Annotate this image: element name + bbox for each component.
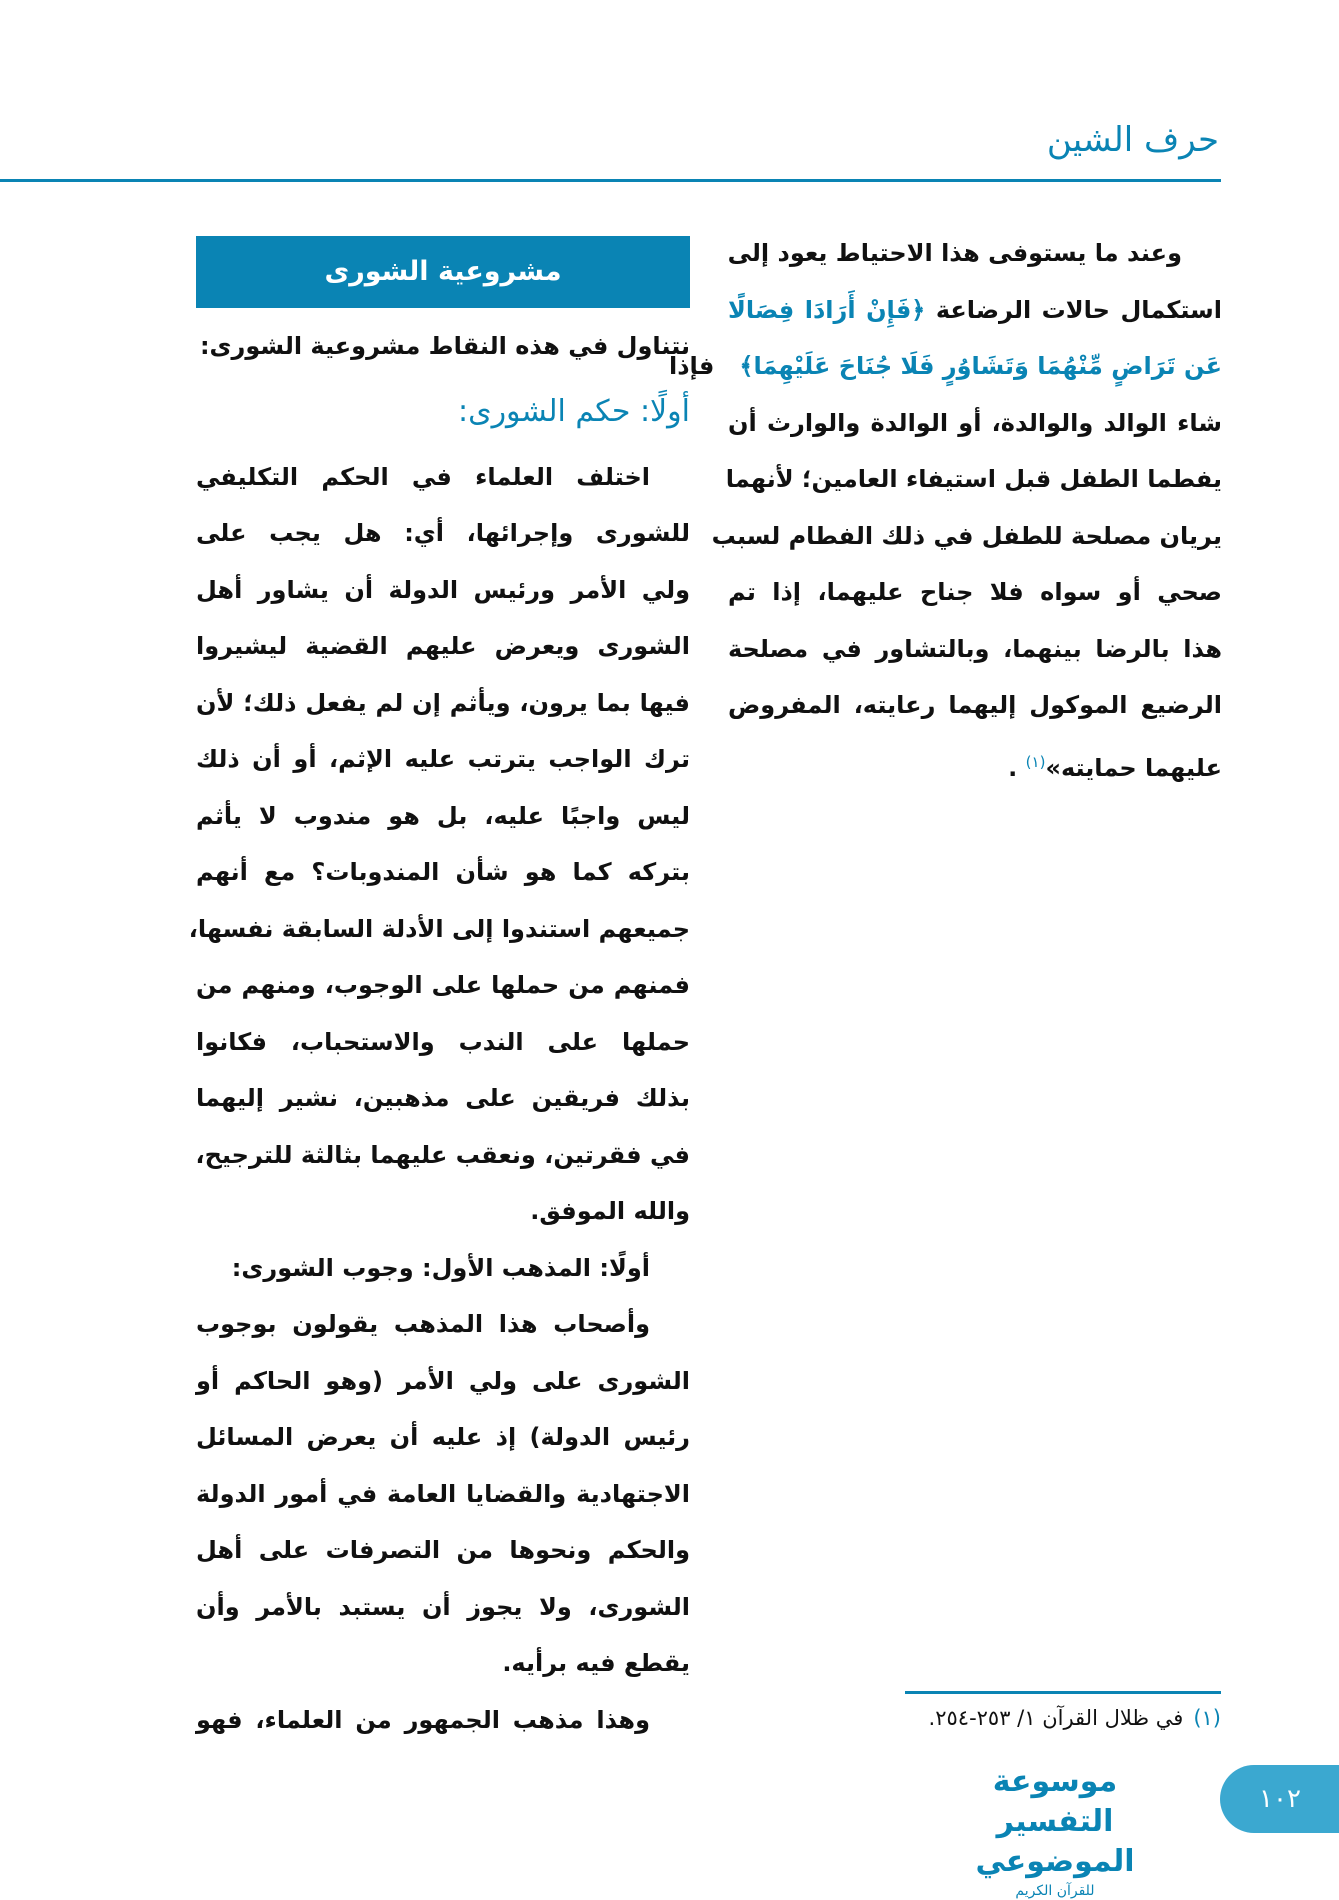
period: . <box>1008 753 1018 782</box>
right-column <box>669 225 1222 790</box>
text-line: جميعهم استندوا إلى الأدلة السابقة نفسها، <box>188 914 690 943</box>
text-line: يريان مصلحة للطفل في ذلك الفطام لسبب <box>711 521 1222 550</box>
chapter-title: حرف الشين <box>1046 120 1219 160</box>
footnote-ref[interactable]: (١) <box>1025 752 1046 771</box>
text-line: صحي أو سواه فلا جناح عليهما، إذا تم <box>728 578 1222 606</box>
paragraph-1 <box>188 449 690 1240</box>
text-line: الشورى على ولي الأمر (وهو الحاكم أو <box>196 1366 690 1395</box>
text-line <box>669 338 1222 395</box>
text-line: فيها بما يرون، ويأثم إن لم يفعل ذلك؛ لأن <box>196 688 690 717</box>
text-line: يفطما الطفل قبل استيفاء العامين؛ لأنهما <box>725 465 1222 493</box>
text-line <box>728 282 1222 339</box>
paragraph-2 <box>196 1296 690 1692</box>
footnote-rule <box>905 1691 1221 1694</box>
text-line: بذلك فريقين على مذهبين، نشير إليهما <box>196 1084 690 1112</box>
text-line: للشورى وإجرائها، أي: هل يجب على <box>196 519 690 547</box>
subheading-2: أولًا: المذهب الأول: وجوب الشورى: <box>231 1253 650 1282</box>
text-line: شاء الوالد والوالدة، أو الوالدة والوارث أن <box>728 408 1222 437</box>
text-line: وهذا مذهب الجمهور من العلماء، فهو <box>196 1705 650 1734</box>
text-line: رئيس الدولة) إذ عليه أن يعرض المسائل <box>196 1423 690 1451</box>
logo-line-2: للقرآن الكريم <box>1015 1883 1095 1899</box>
footnote-text: في ظلال القرآن ١/ ٢٥٣-٢٥٤. <box>928 1706 1184 1730</box>
series-logo <box>930 1762 1180 1900</box>
text-line: ولي الأمر ورئيس الدولة أن يشاور أهل <box>196 575 690 604</box>
text-line: هذا بالرضا بينهما، وبالتشاور في مصلحة <box>728 634 1222 663</box>
text-span: فإذا <box>669 352 715 380</box>
intro-line: نتناول في هذه النقاط مشروعية الشورى: <box>199 332 690 360</box>
text-line: وأصحاب هذا المذهب يقولون بوجوب <box>196 1310 650 1338</box>
text-line: اختلف العلماء في الحكم التكليفي <box>196 462 650 491</box>
text-line: الشورى، ولا يجوز أن يستبد بالأمر وأن <box>196 1592 690 1621</box>
text-line: يقطع فيه برأيه. <box>502 1649 690 1677</box>
footnote <box>929 1706 1221 1730</box>
quran-verse: عَن تَرَاضٍ مِّنْهُمَا وَتَشَاوُرٍ فَلَا جُنَاحَ عَلَيْهِمَا﴾ <box>739 352 1222 380</box>
text-line <box>728 734 1222 791</box>
text-line: الشورى ويعرض عليهم القضية ليشيروا <box>196 632 690 660</box>
text-line: حملها على الندب والاستحباب، فكانوا <box>196 1027 690 1056</box>
text-span: عليهما حمايته» <box>1045 753 1222 782</box>
text-line: بتركه كما هو شأن المندوبات؟ مع أنهم <box>196 858 690 886</box>
text-line: ليس واجبًا عليه، بل هو مندوب لا يأثم <box>196 801 690 830</box>
text-line: وعند ما يستوفى هذا الاحتياط يعود إلى <box>727 239 1182 267</box>
header-rule <box>0 179 1221 182</box>
text-span: استكمال حالات الرضاعة <box>935 295 1222 324</box>
quran-verse: ﴿فَإِنْ أَرَادَا فِصَالًا <box>728 295 926 324</box>
text-line: فمنهم من حملها على الوجوب، ومنهم من <box>196 971 690 999</box>
subheading: أولًا: حكم الشورى: <box>457 393 690 429</box>
page-number: ١٠٢ <box>1220 1765 1339 1833</box>
text-line: في فقرتين، ونعقب عليهما بثالثة للترجيح، <box>195 1140 690 1169</box>
logo-line-1: موسوعة التفسير الموضوعي <box>975 1764 1135 1879</box>
text-line: الرضيع الموكول إليهما رعايته، المفروض <box>728 691 1222 719</box>
left-column <box>188 236 690 1748</box>
text-line: الاجتهادية والقضايا العامة في أمور الدولة <box>196 1479 690 1508</box>
text-line: ترك الواجب يترتب عليه الإثم، أو أن ذلك <box>196 745 690 773</box>
text-line: والله الموفق. <box>530 1197 690 1225</box>
text-line: والحكم ونحوها من التصرفات على أهل <box>196 1536 690 1564</box>
footnote-number: (١) <box>1193 1706 1221 1730</box>
section-title: مشروعية الشورى <box>196 236 690 308</box>
